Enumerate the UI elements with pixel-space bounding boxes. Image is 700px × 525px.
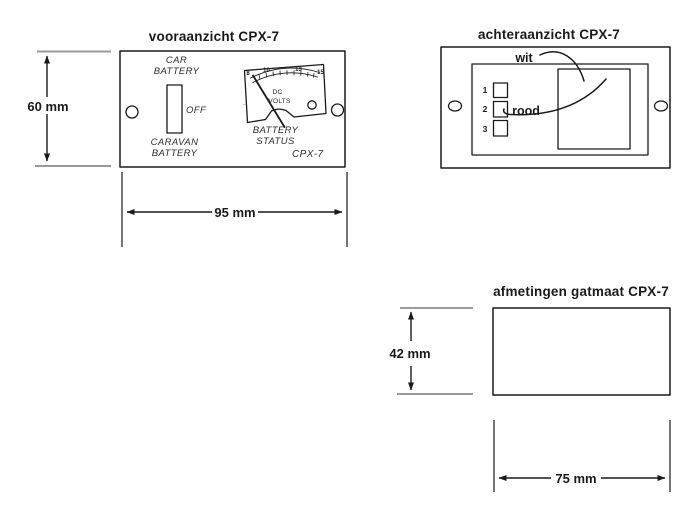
terminal-number-2: 2 xyxy=(482,104,488,114)
back-view-title: achteraanzicht CPX-7 xyxy=(477,27,621,42)
scale-number-10: 10 xyxy=(263,68,270,74)
scale-number-8: 8 xyxy=(246,71,250,77)
meter-unit-volts: VOLTS xyxy=(268,97,291,105)
scale-number-15: 15 xyxy=(317,70,324,76)
back-mounting-hole-right xyxy=(655,101,668,111)
terminal-number-3: 3 xyxy=(482,123,488,134)
front-view-title: vooraanzicht CPX-7 xyxy=(148,29,280,44)
cutout-rectangle xyxy=(493,308,670,395)
back-panel-outline xyxy=(441,47,670,168)
cutout-height-label: 42 mm xyxy=(389,346,431,361)
off-label: OFF xyxy=(186,105,207,116)
back-meter-housing xyxy=(558,69,630,149)
cutout-view-group xyxy=(493,308,670,395)
red-wire-label: rood xyxy=(512,104,540,118)
meter-unit-dc: DC xyxy=(272,88,283,96)
cutout-view-title: afmetingen gatmaat CPX-7 xyxy=(493,284,669,299)
selector-switch xyxy=(167,85,182,133)
terminal-number-1: 1 xyxy=(482,85,488,95)
voltmeter-adjust-screw xyxy=(308,101,316,109)
back-mounting-hole-left xyxy=(449,101,462,111)
caravan-battery-label: CARAVAN BATTERY xyxy=(150,137,199,159)
scale-number-13: 13 xyxy=(295,67,302,73)
white-wire-leader-line xyxy=(540,52,584,81)
battery-status-label: BATTERY STATUS xyxy=(252,125,299,147)
model-label: CPX-7 xyxy=(292,149,324,160)
meter-corner-mark: .. xyxy=(243,100,248,107)
back-view-group xyxy=(441,47,670,168)
front-height-label: 60 mm xyxy=(27,99,69,114)
cutout-width-label: 75 mm xyxy=(555,471,597,486)
terminal-block-3 xyxy=(494,121,508,137)
terminal-block-1 xyxy=(494,83,508,98)
car-battery-label: CAR BATTERY xyxy=(153,55,200,77)
white-wire-label: wit xyxy=(515,51,533,65)
front-width-label: 95 mm xyxy=(214,205,256,220)
front-mounting-hole-right xyxy=(332,104,344,116)
front-mounting-hole-left xyxy=(126,106,138,118)
